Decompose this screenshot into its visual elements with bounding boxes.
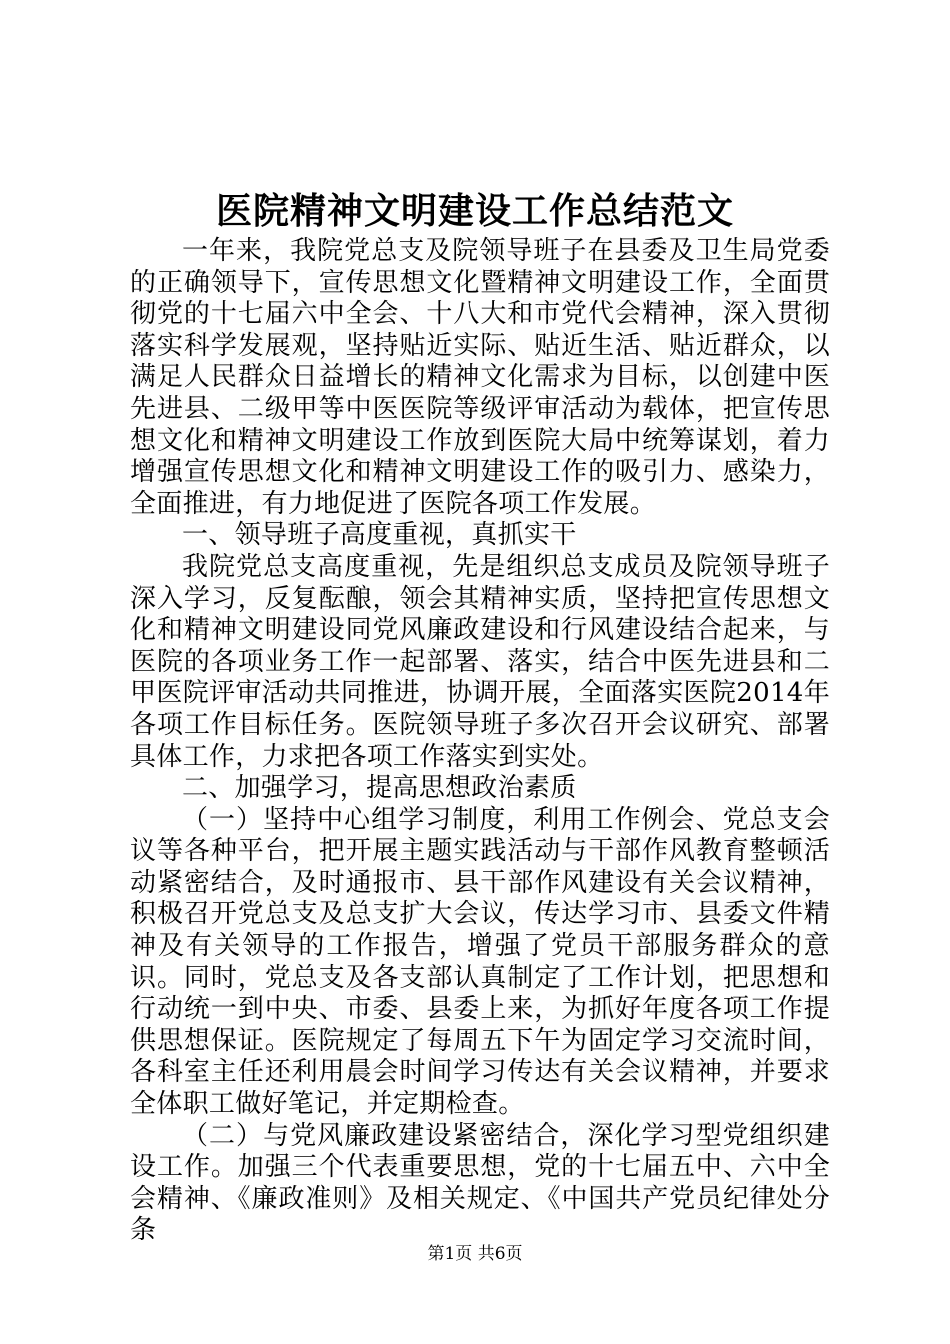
paragraph-section-2-item-2: （二）与党风廉政建设紧密结合，深化学习型党组织建设工作。加强三个代表重要思想，党的十七届五中、六中全会精神、《廉政准则》及相关规定、《中国共产党员纪律处分条 [130, 1120, 830, 1246]
document-title: 医院精神文明建设工作总结范文 [215, 190, 734, 232]
paragraph-intro: 一年来，我院党总支及院领导班子在县委及卫生局党委的正确领导下，宣传思想文化暨精神文明建设工作，全面贯彻党的十七届六中全会、十八大和市党代会精神，深入贯彻落实科学发展观，坚持贴近实际、贴近生活、贴近群众，以满足人民群众日益增长的精神文化需求为目标，以创建中医先进县、二级甲等中医医院等级评审活动为载体，把宣传思想文化和精神文明建设工作放到医院大局中统筹谋划，着力增强宣传思想文化和精神文明建设工作的吸引力、感染力，全面推进，有力地促进了医院各项工作发展。 [130, 236, 830, 519]
section-heading-1: 一、领导班子高度重视，真抓实干 [182, 520, 577, 551]
section-heading-2: 二、加强学习，提高思想政治素质 [182, 773, 577, 804]
page-footer: 第1页 共6页 [427, 1244, 523, 1264]
paragraph-section-2-item-1: （一）坚持中心组学习制度，利用工作例会、党总支会议等各种平台，把开展主题实践活动与干部作风教育整顿活动紧密结合，及时通报市、县干部作风建设有关会议精神，积极召开党总支及总支扩大会议，传达学习市、县委文件精神及有关领导的工作报告，增强了党员干部服务群众的意识。同时，党总支及各支部认真制定了工作计划，把思想和行动统一到中央、市委、县委上来，为抓好年度各项工作提供思想保证。医院规定了每周五下午为固定学习交流时间，各科室主任还利用晨会时间学习传达有关会议精神，并要求全体职工做好笔记，并定期检查。 [130, 804, 830, 1120]
paragraph-section-1: 我院党总支高度重视，先是组织总支成员及院领导班子深入学习，反复酝酿，领会其精神实质，坚持把宣传思想文化和精神文明建设同党风廉政建设和行风建设结合起来，与医院的各项业务工作一起部署、落实，结合中医先进县和二甲医院评审活动共同推进，协调开展，全面落实医院2014年各项工作目标任务。医院领导班子多次召开会议研究、部署具体工作，力求把各项工作落实到实处。 [130, 551, 830, 772]
document-body [130, 236, 830, 1247]
